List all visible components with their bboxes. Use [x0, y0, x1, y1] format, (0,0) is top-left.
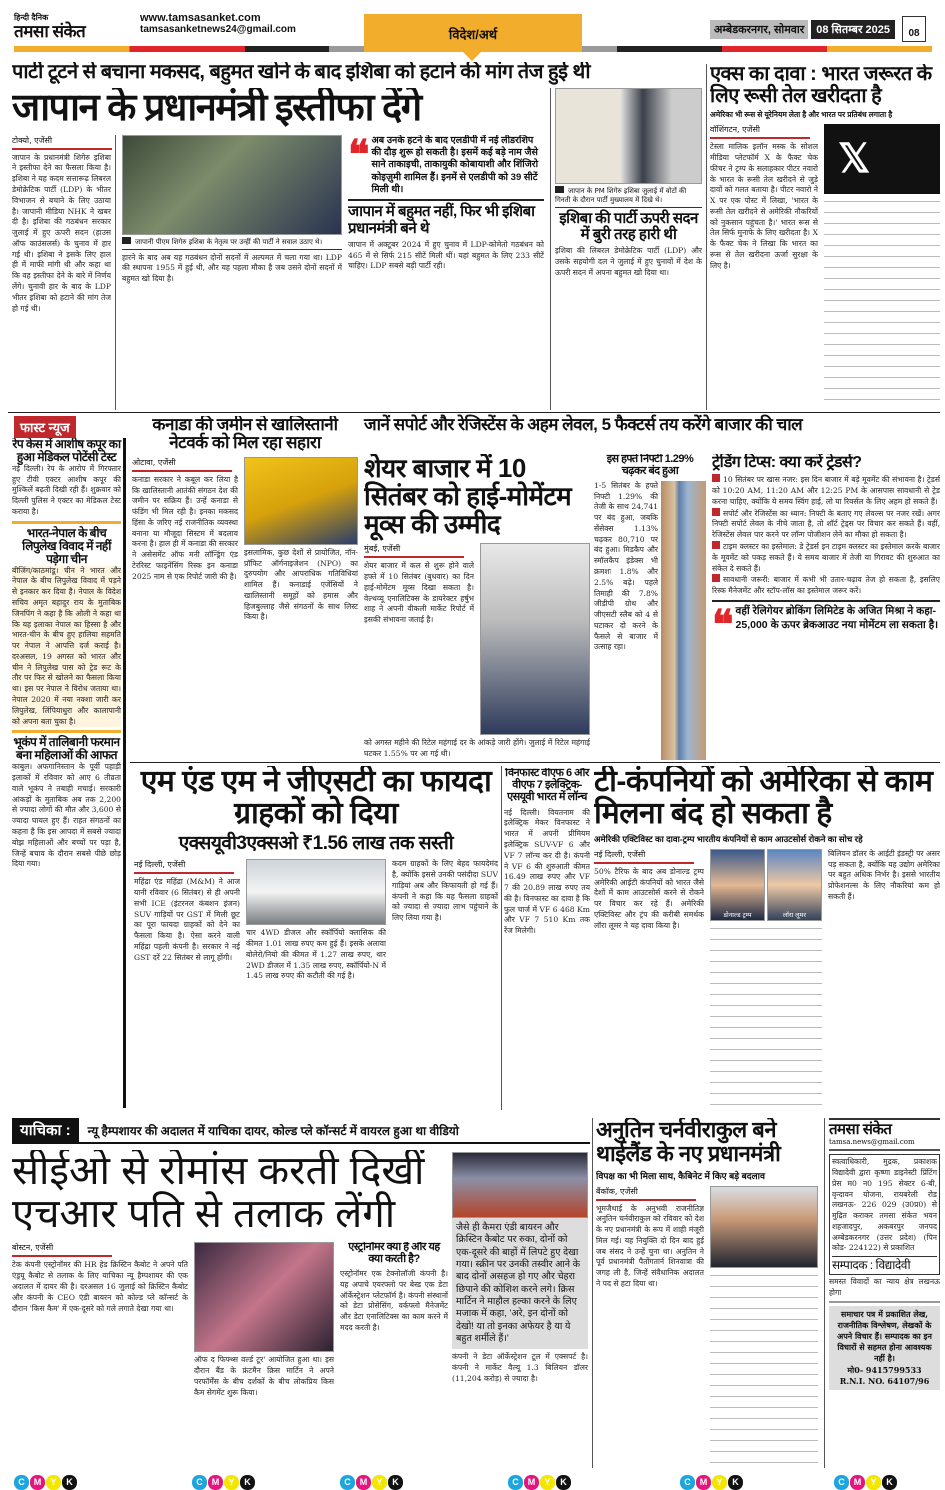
fast-news-3-headline: भूकंप में तालिबानी फरमान बना महिलाओं की आफत [13, 735, 120, 763]
x-subheadline: अमेरिका भी रूस से यूरेनियम लेता है और भारत पर प्रतिबंध लगाता है [710, 110, 893, 120]
section-divider [8, 412, 940, 413]
disclaimer-box [829, 1306, 940, 1390]
cmyk-4: C M Y K [508, 1470, 572, 1490]
japan-quote: अब उनके हटने के बाद एलडीपी में नई लीडरशिप की दौड़ शुरू हो सकती है। इसमें कई बड़े नाम जैसे साने ताकाइची, ताकायुकी कोबायाशी और शिंजिरो कोइज़ुमी शामिल हैं। इनमें से एलडीपी को 39 सीटें मिली थी। [371, 134, 539, 195]
column-rule [592, 1118, 593, 1468]
photo-xuv3xo [246, 859, 386, 925]
cmyk-3: C M Y K [340, 1470, 404, 1490]
photo-laura-loomer [767, 849, 822, 921]
cmyk-1: C M Y K [14, 1470, 78, 1490]
rni: R.N.I. NO. 64107/96 [839, 1375, 930, 1386]
location-day: अम्बेडकरनगर, सोमवार [710, 20, 808, 39]
photo-khalistan-rally [244, 457, 358, 545]
petition-label: याचिका : [12, 1118, 79, 1142]
section-label: विदेश/अर्थ [448, 27, 498, 42]
email[interactable]: tamsasanketnews24@gmail.com [140, 24, 296, 35]
quote-mark-icon: ❝ [712, 600, 734, 648]
mm-body-2: चार 4WD डीजल और स्कॉर्पियो क्लासिक की कीमत 1.01 लाख रुपए कम हुई हैं। इसके अलावा बोलेरो/नियो की कीमत में 1.27 लाख रुपए, थार 2WD डीजल में 1.35 लाख रुपए, स्कॉर्पियो-N में 1.45 लाख रुपए की कटौती की गई है। [246, 928, 386, 981]
japan-sub2-headline: इशिबा की पार्टी ऊपरी सदन में बुरी तरह हारी थी [559, 209, 698, 243]
trading-tips-headline: ट्रेडिंग टिप्स: क्या करें ट्रेडर्स? [712, 454, 862, 471]
vinfast-story [504, 768, 590, 1110]
photo-trump [710, 849, 765, 921]
ceo-body: टेक कंपनी एस्ट्रोनॉमर की HR हेड क्रिस्टिन कैबोट ने अपने पति एंड्रयू कैबोट से तलाक के लिए याचिका न्यू हैम्पशायर की एक अदालत में दायर की है। दरअसल 16 जुलाई को क्रिस्टिन कैबोट और कंपनी के CEO एंडी बायरन को कोल्ड प्ले कॉन्सर्ट के दौरान 'किस कैम' में एक-दूसरे को गले लगाते देखा गया था। [12, 1260, 188, 1313]
tcos-body-2: बिलियन डॉलर के आईटी इंडस्ट्री पर असर पड़ सकता है, क्योंकि यह उद्योग अमेरिका पर बहुत अधिक निर्भर है। इससे भारतीय प्रोफेशनल्स के लिए नौकरियां कम हो सकती हैं। [828, 848, 940, 901]
canada-story [132, 416, 358, 760]
ceo-dateline: बोस्टन, एजेंसी [12, 1242, 112, 1257]
thai-body: भूमजैथाई के अनुभवी राजनीतिज्ञ अनुतिन चर्नवीराकुल को रविवार को देश के नए प्रधानमंत्री के रूप में शाही मंजूरी मिल गई। यह नियुक्ति दो दिन बाद हुई जब संसद ने उन्हें चुना था। अनुतिन ने पूर्व प्रधानमंत्री पैतोंगतार्न शिनवात्रा की जगह ली है, जिन्हें संवैधानिक अदालत ने पद से हटा दिया था। [596, 1203, 704, 1288]
tcos-body: 50% टैरिफ के बाद अब डोनाल्ड ट्रम्प अमेरिकी आईटी कंपनियों को भारत जैसे देशों में काम आउटसोर्स करने से रोकने पर विचार कर रहे हैं। अमेरिकी एक्टिविस्ट और ट्रंप की करीबी समर्थक लॉरा लूमर ने यह दावा किया है। [594, 866, 704, 930]
fast-news-1-headline: रेप केस में आशीष कपूर का हुआ मेडिकल पोटेंसी टेस्ट [12, 438, 121, 464]
caption-loomer: लॉरा लूमर [782, 911, 807, 919]
photo-analyst [480, 543, 590, 735]
vinfast-body: नई दिल्ली। वियतनाम की इलेक्ट्रिक मेकर विनफास्ट ने भारत में अपनी प्रीमियम इलेक्ट्रिक SUV-VF 6 और VF 7 लॉन्च कर दी है। कंपनी ने VF 6 की शुरुआती कीमत 16.49 लाख रुपए और VF 7 की 20.89 लाख रुपए तय की है। विनफास्ट का दावा है कि फुल चार्ज में VF 6 468 Km और VF 7 510 Km तक रेंज मिलेगी। [504, 807, 590, 936]
x-headline: एक्स का दावा : भारत जरूरत के लिए रूसी तेल खरीदता है [710, 64, 932, 107]
logo: तमसा संकेत [14, 22, 86, 41]
x-body: टेस्ला मालिक इलॉन मस्क के सोशल मीडिया प्लेटफॉर्म X के फैक्ट चेक फीचर ने ट्रम्प के सलाहकार पीटर नवारो के भारत के रूसी तेल खरीदने से जुड़े दावों को गलत बताया है। पीटर नवारो ने X पर एक पोस्ट में लिखा, 'भारत के रूसी तेल खरीदने से अमेरिकी नौकरियों को नुकसान पहुंचता है।' भारत रूस से तेल सिर्फ मुनाफे के लिए खरीदता है। X के फैक्ट चेक ने लिखा कि भारत का रूस से तेल खरीदना ऊर्जा सुरक्षा के लिए है। [710, 142, 818, 270]
photo-coldplay-concert [452, 1152, 588, 1218]
thai-story [596, 1118, 818, 1468]
market-body: शेयर बाजार में कल से शुरू होने वाले हफ्ते में 10 सितंबर (बुधवार) का दिन हाई-मोमेंटम मूव्स दिखा सकता है। वेल्थव्यू एनालिटिक्स के डायरेक्टर हर्षुभ शाह ने अपनी वीकली मार्केट रिपोर्ट में इसकी संभावना जताई है। [364, 561, 474, 625]
market-left [364, 454, 590, 760]
date: 08 सितम्बर 2025 [811, 20, 895, 39]
market-headline: शेयर बाजार में 10 सितंबर को हाई-मोमेंटम मूव्स की उम्मीद [364, 454, 572, 540]
astronomer-headline: एस्ट्रोनॉमर क्या है और यह क्या करती है? [348, 1242, 440, 1266]
photo-ishiba-counting [555, 88, 702, 184]
photo-kiss-cam [194, 1242, 334, 1352]
fast-news-3-body: काबुल। अफगानिस्तान के पूर्वी पहाड़ी इलाकों में रविवार को आए 6 तीव्रता वाले भूकंप ने तबाही मचाई। सरकारी आंकड़ों के मुताबिक अब तक 2,200 से ज्यादा लोगों की मौत और 3,600 से ज्यादा घायल हुए हैं। राहत संगठनों का कहना है कि इस आपदा में सबसे ज्यादा बोझ महिलाओं और बच्चों पर पड़ा है, जिन्हें बचाव के दौरान सबसे पीछे छोड़ दिया गया। [12, 762, 121, 869]
ceo-quote: जैसे ही कैमरा एंडी बायरन और क्रिस्टिन कैबोट पर रुका, दोनों को एक-दूसरे की बाहों में लिपटे हुए देखा गया। स्क्रीन पर उनकी तस्वीर आने के बाद दोनों असहज हो गए और चेहरा छिपाने की कोशिश करने लगे। क्रिस मार्टिन ने माहौल हल्का करने के लिए मजाक में कहा, 'अरे, इन दोनों को देखो! या तो इनका अफेयर है या ये बहुत शर्मीले हैं।' [456, 1222, 581, 1345]
imprint-logo: तमसा संकेत [829, 1118, 940, 1138]
cmyk-6: C M Y K [834, 1470, 898, 1490]
mm-body-3: कदम ग्राहकों के लिए बेहद फायदेमंद है, क्योंकि इससे उनकी पसंदीदा SUV गाड़ियां अब और किफायती हो गई हैं। कंपनी ने कहा कि यह फैसला ग्राहकों को ज्यादा से ज्यादा लाभ पहुंचाने के लिए लिया गया है। [392, 859, 498, 923]
divider [348, 199, 544, 201]
photo-ishiba [122, 135, 342, 235]
cmyk-2: C M Y K [192, 1470, 256, 1490]
tip-4: सावधानी जरूरी: बाजार में कभी भी उतार-चढ़ाव तेज हो सकता है, इसलिए रिस्क मैनेजमेंट और स्टॉप-लॉस का इस्तेमाल जरूर करें। [712, 575, 940, 596]
tagline: हिन्दी दैनिक [14, 13, 49, 22]
page-number: 08 [902, 16, 926, 42]
fast-news-2-body: बीजिंग/काठमांडू। चीन ने भारत और नेपाल के बीच लिपुलेख विवाद में पड़ने से इनकार कर दिया है। नेपाल के विदेश सचिव अमृत बहादुर राय के मुताबिक जिनपिंग ने कहा है कि ओली ने कहा था कि यह इलाका नेपाल का हिस्सा है और भारत-चीन के बीच हुए हालिया सहमति पर नेपाल ने आपत्ति दर्ज कराई है। दरअसल, 19 अगस्त को भारत और चीन ने लिपुलेख पास को ट्रेड रूट के तौर पर फिर से खोलने का फैसला किया था। इस पर नेपाल ने विरोध जताया था। नेपाल 2020 में नया नक्शा जारी कर लिपुलेख, लिंपियाधुरा और कालापानी को अपना बता चुका है। [12, 565, 121, 726]
caption-trump: डोनाल्ड ट्रम्प [723, 911, 752, 919]
tcos-dateline: नई दिल्ली, एजेंसी [594, 849, 694, 864]
japan-body-2: हारने के बाद अब यह गठबंधन दोनों सदनों में अल्पमत में चला गया था। LDP की स्थापना 1955 में हुई थी, और यह पहला मौका है जब उसने दोनों सदनों में बहुमत खो दिया है। [122, 252, 342, 284]
trading-tips-box [712, 454, 940, 760]
japan-dateline: टोक्यो, एजेंसी [12, 135, 112, 150]
nifty-body: 1-5 सितंबर के हफ्ते निफ्टी 1.29% की तेजी के साथ 24,741 पर बंद हुआ, जबकि सेंसेक्स 1.13% चढ़कर 80,710 पर बंद हुआ। मिडकैप और स्मॉलकैप इंडेक्स भी क्रमशः 1.8% और 2.5% बढ़े। पहले तिमाही की 7.8% जीडीपी ग्रोथ और जीएसटी स्लैब को 4 से घटाकर दो करने के फैसले से बाजार में उत्साह रहा। [594, 480, 658, 652]
tcos-body-mid [710, 925, 822, 1110]
tcos-story [594, 766, 940, 1110]
thai-subheadline: विपक्ष का भी मिला साथ, कैबिनेट में किए बड़े बदलाव [596, 1170, 765, 1181]
ceo-right [452, 1152, 588, 1468]
imprint [824, 1118, 940, 1468]
imprint-text: स्वत्वाधिकारी, मुद्रक, प्रकाशक विद्यादेवी द्वारा कृष्णा डाइनेस्टी प्रिंटिंग प्रेस म0 न0 195 सेक्टर 6-बी, वृन्दावन योजना, रायबरेली रोड लखनऊ- 226 029 (उ0प्र0) से मुद्रित कराकर तमसा संकेत भवन शहजादपुर, अकबरपुर जनपद अम्बेडकरनगर (उत्तर प्रदेश) (पिन कोड- 224122) से प्रकाशित [832, 1157, 937, 1253]
japan-story [12, 62, 702, 410]
market-quote: वहीं रेलिगेयर ब्रोकिंग लिमिटेड के अजित मिश्रा ने कहा- 25,000 के ऊपर ब्रेकआउट नया मोमेंटम ला सकता है। [735, 604, 939, 631]
japan-headline: जापान के प्रधानमंत्री इस्तीफा देंगे [12, 87, 421, 129]
section-tab-pointer [463, 52, 481, 61]
fast-news-1-body: नई दिल्ली। रेप के आरोप में गिरफ्तार हुए टीवी एक्टर आशीष कपूर की मुश्किलें बढ़ती दिखी रही हैं। शुक्रवार को दिल्ली पुलिस ने एक्टर का मेडिकल टेस्ट कराया है। [12, 463, 121, 517]
editor: सम्पादक : विद्यादेवी [832, 1256, 937, 1272]
trading-tips [712, 474, 940, 597]
cmyk-5: C M Y K [680, 1470, 744, 1490]
photo-ishiba-caption: जापानी पीएम शिगेरु इशिबा के नेतृत्व पर उन्हीं की पार्टी ने सवाल उठाए थे। [122, 235, 342, 250]
tip-1: 10 सितंबर पर खास नजर: इस दिन बाजार में बड़े मूवमेंट की संभावना है। ट्रेडर्स को 10:20 AM, 11:20 AM और 12:25 PM के आसपास सावधानी से ट्रेड करना चाहिए, क्योंकि ये समय स्विंग हाई, लो या रिवर्सल के लिए अहम हो सकते हैं। [712, 475, 940, 506]
section-divider [130, 762, 940, 763]
ceo-left [12, 1150, 448, 1468]
disclaimer: समाचार पत्र में प्रकाशित लेख, राजनीतिक विश्लेषण, लेखकों के अपने विचार हैं। सम्पादक का इन विचारों से सहमत होना आवश्यक नहीं है। [837, 1308, 932, 1364]
japan-sub1-headline: जापान में बहुमत नहीं, फिर भी इशिबा प्रधानमंत्री बने थे [348, 203, 535, 237]
market-kicker: जानें सपोर्ट और रेजिस्टेंस के अहम लेवल, 5 फैक्टर्स तय करेंगे बाजार की चाल [364, 415, 803, 434]
fast-news-2-headline: भारत-नेपाल के बीच लिपुलेख विवाद में नहीं पड़ेगा चीन [22, 525, 111, 566]
canada-dateline: ओटावा, एजेंसी [132, 457, 232, 472]
photo-anutin [710, 1186, 818, 1268]
canada-body-2: इसलामिक, कुछ देशों से प्रायोजित, नॉन-प्रॉफिट ऑर्गनाइजेशन (NPO) का दुरुपयोग और आपराधिक गतिविधियां शामिल हैं। कनाडाई एजेंसियों ने खालिस्तानी समूहों को हमास और हिजबुल्लाह जैसे संगठनों के साथ लिस्ट किया है। [244, 547, 358, 622]
mm-dateline: नई दिल्ली, एजेंसी [134, 859, 234, 874]
petition-band [12, 1118, 590, 1144]
photo-bse-building [661, 481, 706, 760]
website[interactable]: www.tamsasanket.com [140, 12, 261, 24]
mm-headline: एम एंड एम ने जीएसटी का फायदा ग्राहकों को दिया [140, 766, 492, 831]
market-dateline: मुंबई, एजेंसी [364, 543, 464, 558]
fast-news-label-text: फास्ट न्यूज [20, 420, 70, 435]
x-dateline: वॉशिंगटन, एजेंसी [710, 124, 810, 139]
japan-kicker: पार्टी टूटने से बचाना मकसद, बहुमत खोने के बाद इशिबा को हटाने की मांग तेज हुई थी [12, 62, 591, 83]
nifty-headline: इस हफ्ते निफ्टी 1.29% चढ़कर बंद हुआ [606, 454, 694, 477]
canada-headline: कनाडा की जमीन से खालिस्तानी नेटवर्क को मिल रहा सहारा [152, 416, 338, 453]
ceo-headline: सीईओ से रोमांस करती दिखीं एचआर पति से तलाक लेंगी [12, 1150, 425, 1237]
thai-body-2 [710, 1272, 818, 1469]
nifty-box [594, 454, 706, 760]
thai-dateline: बैंकॉक, एजेंसी [596, 1186, 696, 1201]
mm-body: महिंद्रा एंड महिंद्रा (M&M) ने आज यानी रविवार (6 सितंबर) से ही अपनी सभी ICE (इंटरनल कंबशन इंजन) SUV गाड़ियों पर GST में मिली छूट का पूरा फायदा ग्राहकों को देने का फैसला किया है। ऐसा करने वाली महिंद्रा पहली कंपनी है। सरकार ने नई GST दरें 22 सितंबर से लागू होंगी। [134, 877, 240, 962]
tip-3: टाइम क्लस्टर का इस्तेमाल: डे ट्रेडर्स इन टाइम क्लस्टर का इस्तेमाल करके बाजार के मूवमेंट को पकड़ सकते हैं। ये समय बाजार में तेजी या गिरावट की शुरुआत का संकेत दे सकते हैं। [712, 541, 940, 573]
x-story [710, 64, 940, 410]
japan-sub2-body: इशिबा की लिबरल डेमोक्रेटिक पार्टी (LDP) और उसके सहयोगी दल ने जुलाई में हुए चुनावों में देश के ऊपरी सदन में अपना बहुमत खो दिया था। [555, 245, 702, 277]
ceo-body-3: कंपनी ने डेटा ऑर्केस्ट्रेशन टूल में एक्सपर्ट है। कंपनी ने मार्केट वैल्यू 1.3 बिलियन डॉलर (11,204 करोड़) से ज्यादा है। [452, 1352, 588, 1383]
jurisdiction: समस्त विवादों का न्याय क्षेत्र लखनऊ होगा [829, 1275, 940, 1303]
section-tab [364, 14, 582, 52]
japan-body-1: जापान के प्रधानमंत्री शिगेरु इशिबा ने इस्तीफा देने का फैसला किया है। इशिबा ने यह कदम सत्तारूढ़ लिबरल डेमोक्रेटिक पार्टी (LDP) के भीतर विभाजन से बचाने के लिए उठाया है। जापानी मीडिया NHK ने खबर दी है। इशिबा की गठबंधन सरकार जुलाई में हुए ऊपरी सदन (हाउस ऑफ काउंसलर्स) के चुनाव में हार गई थी। इशिबा ने इसके लिए हाल ही में माफी मांगी थी और कहा था कि वह इस्तीफा देने के बारे में निर्णय लेंगे। चुनावी हार के बाद के LDP भीतर इशिबा को हटाने की मांग तेज हो गई थी। [12, 152, 111, 313]
quote-mark-icon: ❝ [348, 134, 370, 178]
thai-headline: अनुतिन चर्नवीराकुल बने थाईलैंड के नए प्रधानमंत्री [596, 1118, 781, 1166]
ceo-quote-box [452, 1218, 588, 1349]
mm-subheadline: एक्सयूवी3एक्सओ ₹1.56 लाख तक सस्ती [178, 832, 454, 854]
column-rule [501, 766, 502, 1110]
x-logo-image: 𝕏 [824, 124, 940, 194]
vinfast-headline: विनफास्ट वीएफ 6 और वीएफ 7 इलेक्ट्रिक-एसयूवी भारत में लॉन्च [505, 768, 589, 803]
header-stripe-left [14, 46, 364, 52]
mobile: मो0- 9415799533 [847, 1364, 922, 1375]
petition-text: न्यू हैम्पशायर की अदालत में याचिका दायर, कोल्ड प्ले कॉन्सर्ट में वायरल हुआ था वीडियो [87, 1124, 459, 1138]
japan-sub1-body: जापान में अक्टूबर 2024 में हुए चुनाव में LDP-कोमेतो गठबंधन को 465 में से सिर्फ 215 सीटें मिली थीं। यहां बहुमत के लिए 233 सीटें चाहिए। LDP सबसे बड़ी पार्टी रही। [348, 239, 544, 271]
x-body-continued [824, 198, 940, 410]
masthead-contact [140, 12, 360, 35]
masthead [0, 0, 945, 60]
column-rule [706, 64, 707, 410]
canada-body: कनाडा सरकार ने कबूल कर लिया है कि खालिस्तानी आतंकी संगठन देश की जमीन पर सक्रिय हैं। उन्हें कनाडा से फंडिंग भी मिल रही है। इनका मकसद हिंसा के जरिए नई राजनीतिक व्यवस्था बनाना या मौजूदा सिस्टम में बदलाव करना है। हाल ही में कनाडा की सरकार ने असेसमेंट ऑफ मनी लॉन्ड्रिंग एंड टेररिस्ट फाइनेंसिंग रिस्क इन कनाडा 2025 नाम से एक रिपोर्ट जारी की है। [132, 474, 238, 581]
header-stripe-right [582, 46, 932, 52]
tcos-headline: टी-कंपनियों को अमेरिका से काम मिलना बंद हो सकता है [594, 766, 933, 831]
market-body-2: को अगस्त महीने की रिटेल महंगाई दर के आंकड़े जारी होंगे। जुलाई में रिटेल महंगाई घटकर 1.55% पर आ गई थी। [364, 738, 590, 759]
masthead-brand [14, 12, 134, 41]
mm-story [134, 766, 498, 1110]
astronomer-body: एस्ट्रोनॉमर एक टेक्नोलॉजी कंपनी है। यह अपाचे एयरफ्लो पर बेस्ड एक डेटा ऑर्केस्ट्रेशन प्लेटफॉर्म है। कंपनी संस्थानों को डेटा प्रोसेसिंग, वर्कफ्लो मैनेजमेंट और डेटा एनालिटिक्स का काम करने में मदद करती है। [340, 1269, 448, 1333]
fast-news-label [14, 416, 76, 438]
photo-counting-caption: जापान के PM शिगेरु इशिबा जुलाई में वोटों की गिनती के दौरान पार्टी मुख्यालय में दिखे थे। [555, 184, 702, 208]
divider [712, 600, 940, 602]
color-registration-marks [0, 1470, 945, 1488]
ceo-body-2: ऑफ द फिफ्थ्स वर्ल्ड टूर' आयोजित हुआ था। इस दौरान बैंड के फ्रंटमैन क्रिस मार्टिन ने अपने परफॉर्मेंस के बीच दर्शकों के बीच लोकप्रिय किस कैम सेगमेंट शुरू किया। [194, 1355, 334, 1397]
tip-2: सपोर्ट और रेजिस्टेंस का ध्यान: निफ्टी के बताए गए लेवल्स पर नजर रखें। अगर निफ्टी सपोर्ट लेवल के नीचे जाता है, तो शॉर्ट ट्रेड्स पर विचार कर सकते हैं। वहीं, रेजिस्टेंस लेवल पार करने पर लॉन्ग पोजीशन लेने का मौका हो सकता है। [712, 508, 940, 540]
tcos-subheadline: अमेरिकी एक्टिविस्ट का दावा-ट्रम्प भारतीय कंपनियों से काम आउटसोर्स रोकने का सोच रहे [594, 833, 863, 844]
date-bar [710, 20, 895, 39]
imprint-email: tamsa.news@gmail.com [829, 1138, 940, 1151]
fast-news-column [12, 438, 126, 1108]
